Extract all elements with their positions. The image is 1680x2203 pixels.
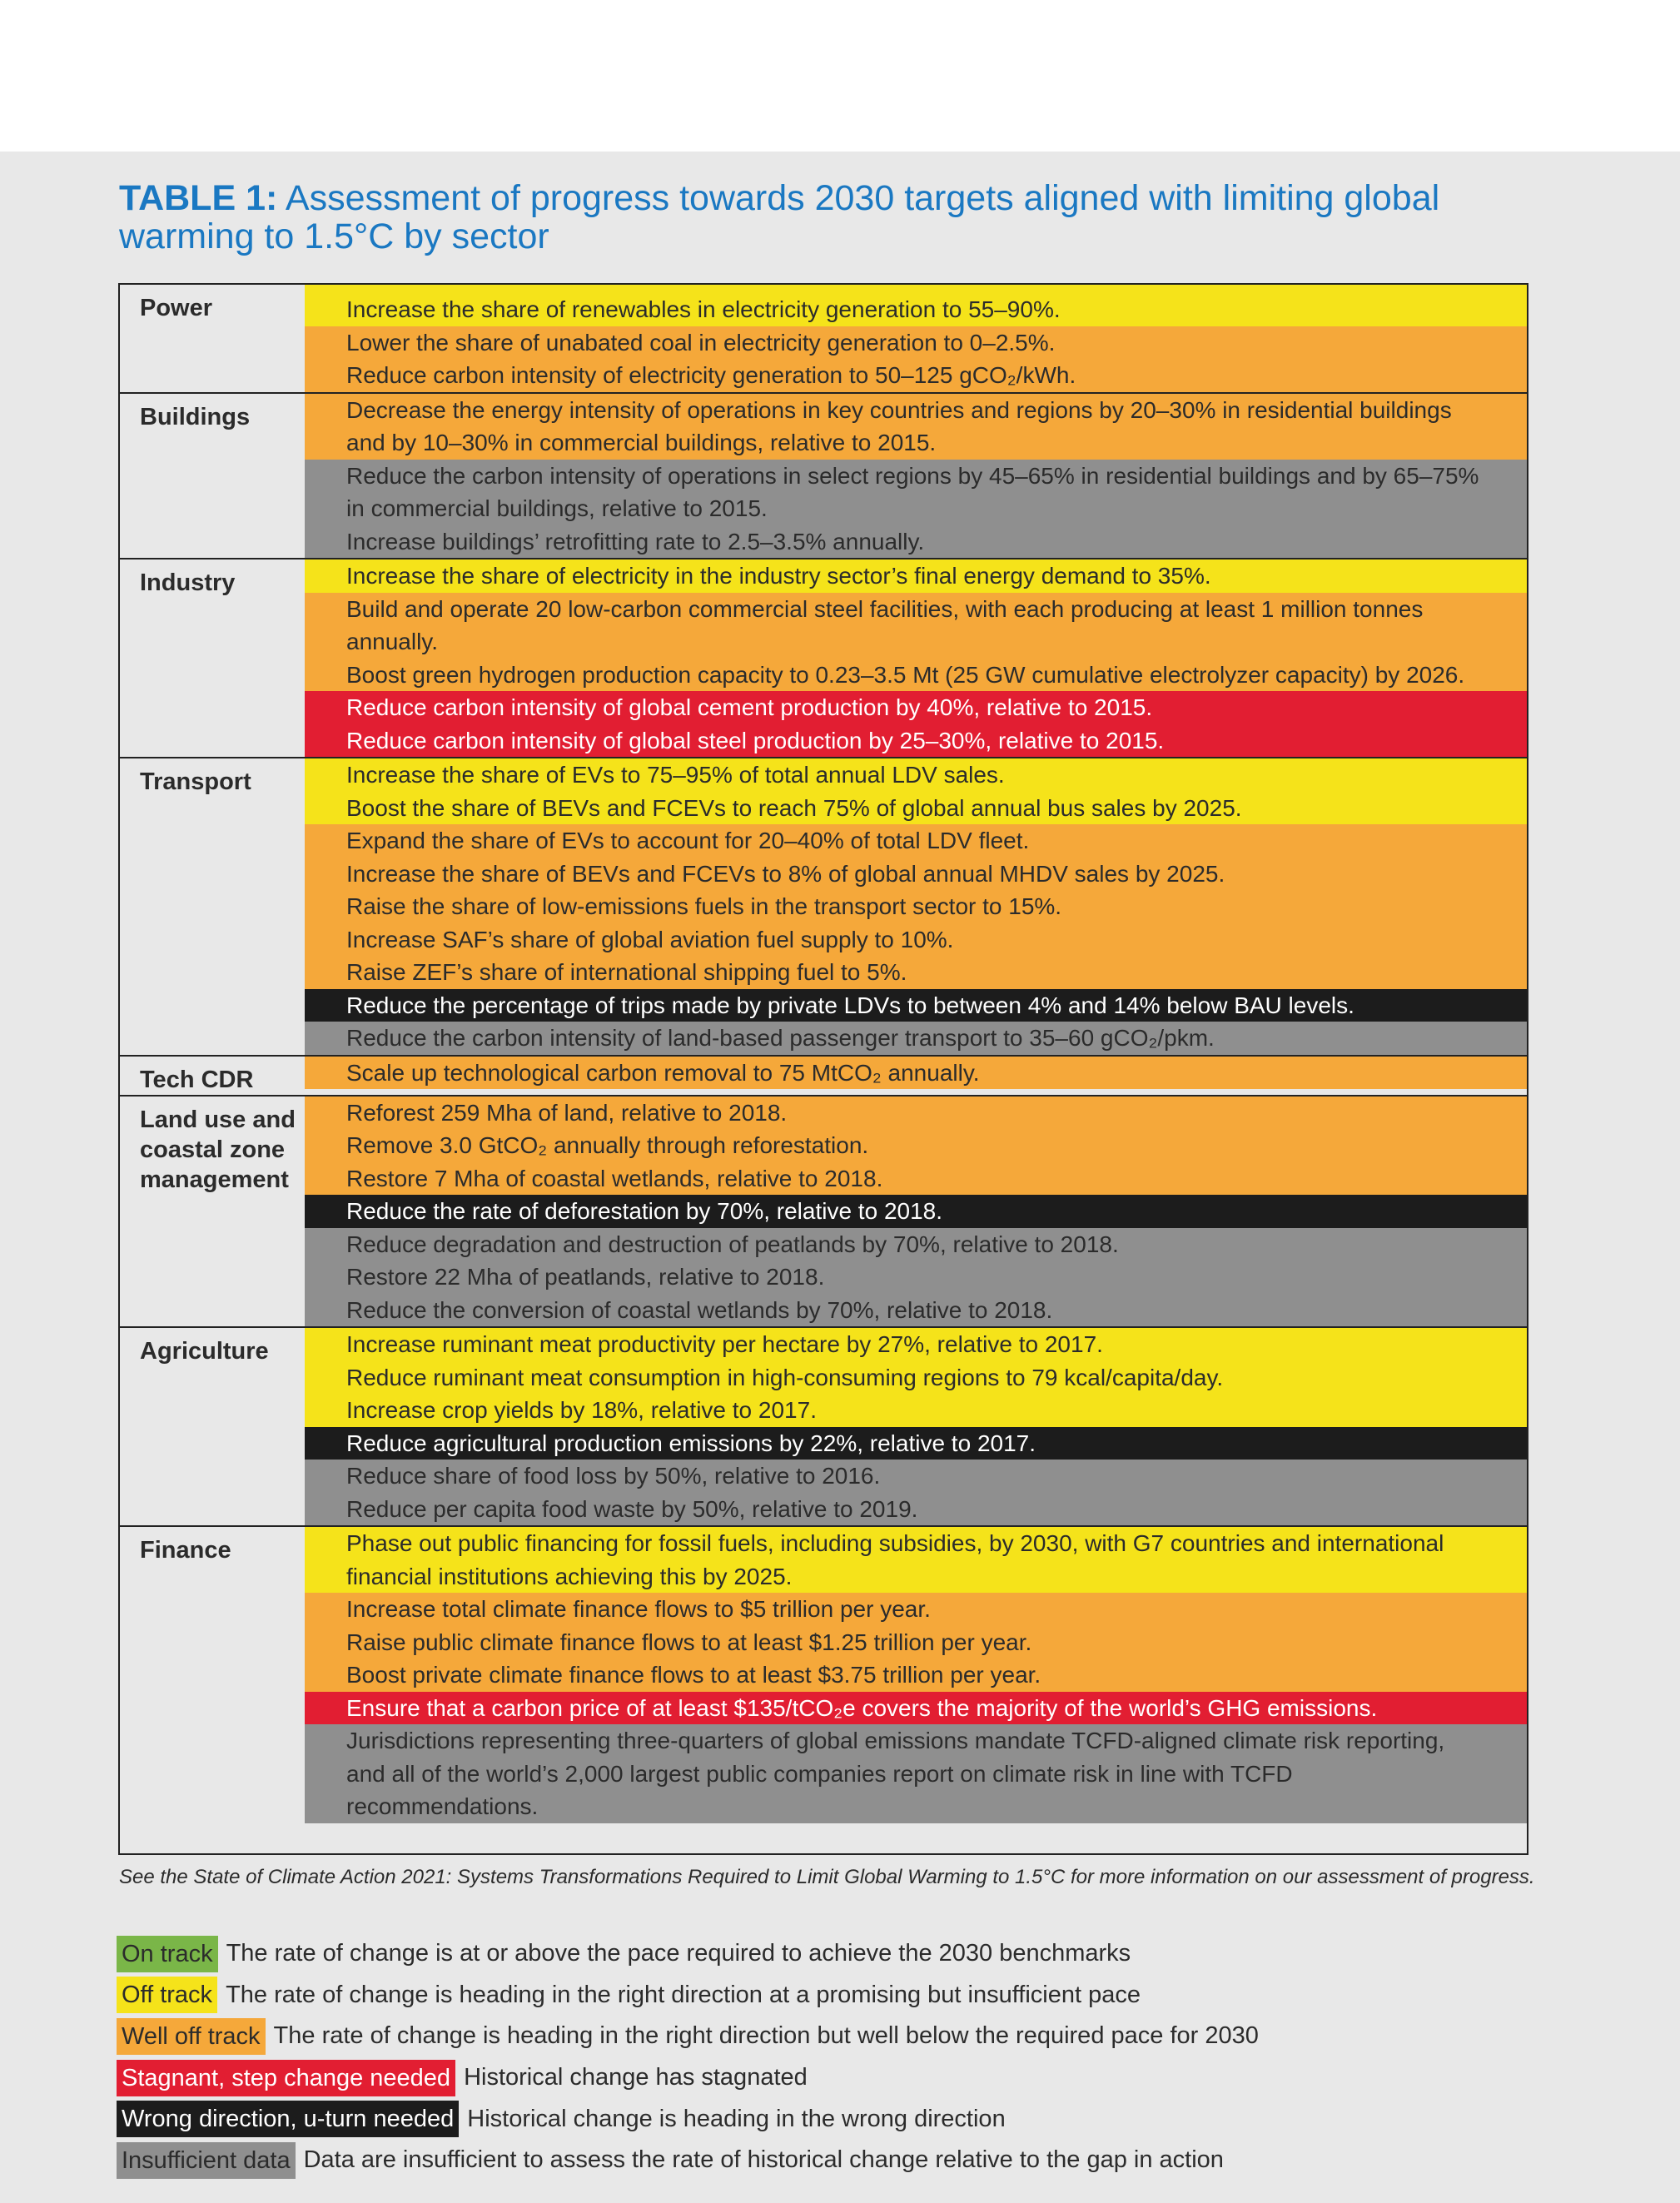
sector-targets <box>305 1328 1527 1525</box>
target-item: Increase buildings’ retrofitting rate to 2.5–3.5% annually. <box>305 525 1527 559</box>
legend-description: Data are insufficient to assess the rate of historical change relative to the gap in action <box>303 2146 1224 2174</box>
legend-swatch-label: Off track <box>117 1977 217 2013</box>
target-item: Ensure that a carbon price of at least $135/tCO₂e covers the majority of the world’s GHG emissions. <box>305 1692 1527 1725</box>
sector-targets <box>305 1097 1527 1327</box>
target-item: Phase out public financing for fossil fuels, including subsidies, by 2030, with G7 countries and international financial institutions achieving this by 2025. <box>305 1527 1527 1593</box>
sector-row <box>120 1527 1527 1823</box>
target-item: Reduce the carbon intensity of operations in select regions by 45–65% in residential buildings and by 65–75% in commercial buildings, relative to 2015. <box>305 460 1527 525</box>
legend-swatch-label: Stagnant, step change needed <box>117 2060 455 2096</box>
sector-label: Buildings <box>120 394 305 559</box>
target-item: Increase SAF’s share of global aviation fuel supply to 10%. <box>305 923 1527 957</box>
target-item: Restore 22 Mha of peatlands, relative to 2018. <box>305 1261 1527 1294</box>
sector-targets <box>305 394 1527 559</box>
target-item: Remove 3.0 GtCO₂ annually through reforestation. <box>305 1129 1527 1162</box>
target-item: Boost the share of BEVs and FCEVs to reach 75% of global annual bus sales by 2025. <box>305 792 1527 825</box>
target-item: Increase the share of renewables in electricity generation to 55–90%. <box>305 293 1527 326</box>
sector-label: Tech CDR <box>120 1057 305 1095</box>
target-item: Decrease the energy intensity of operations in key countries and regions by 20–30% in residential buildings and by 10–30% in commercial buildings, relative to 2015. <box>305 394 1527 460</box>
legend-description: The rate of change is heading in the right direction at a promising but insufficient pace <box>226 1981 1141 2008</box>
legend-description: The rate of change is heading in the right direction but well below the required pace for 2030 <box>273 2022 1259 2050</box>
target-item: Build and operate 20 low-carbon commercial steel facilities, with each producing at least 1 million tonnes annually. <box>305 593 1527 659</box>
target-item: Reduce the conversion of coastal wetlands by 70%, relative to 2018. <box>305 1294 1527 1327</box>
sector-label: Transport <box>120 758 305 1055</box>
target-item: Raise the share of low-emissions fuels in the transport sector to 15%. <box>305 890 1527 923</box>
target-item: Jurisdictions representing three-quarters of global emissions mandate TCFD-aligned climate risk reporting, and all of the world’s 2,000 largest public companies report on climate risk in line with TCFD recommendations. <box>305 1724 1527 1823</box>
sector-label: Agriculture <box>120 1328 305 1525</box>
target-item: Reduce carbon intensity of electricity generation to 50–125 gCO₂/kWh. <box>305 359 1527 392</box>
target-item: Reduce ruminant meat consumption in high-consuming regions to 79 kcal/capita/day. <box>305 1361 1527 1395</box>
legend-description: Historical change is heading in the wrong direction <box>467 2105 1006 2132</box>
target-item: Expand the share of EVs to account for 20–40% of total LDV fleet. <box>305 824 1527 858</box>
sector-row <box>120 285 1527 394</box>
target-item: Reduce degradation and destruction of peatlands by 70%, relative to 2018. <box>305 1228 1527 1261</box>
target-item: Reduce the carbon intensity of land-based passenger transport to 35–60 gCO₂/pkm. <box>305 1022 1527 1055</box>
target-item: Reduce carbon intensity of global cement production by 40%, relative to 2015. <box>305 691 1527 724</box>
legend-row <box>117 2057 1615 2099</box>
target-item: Boost green hydrogen production capacity to 0.23–3.5 Mt (25 GW cumulative electrolyzer capacity) by 2026. <box>305 659 1527 692</box>
target-item: Increase total climate finance flows to $5 trillion per year. <box>305 1593 1527 1626</box>
sector-targets <box>305 285 1527 392</box>
target-item: Reduce share of food loss by 50%, relative to 2016. <box>305 1460 1527 1493</box>
sector-label: Land use and coastal zone management <box>120 1097 305 1327</box>
target-item: Raise public climate finance flows to at least $1.25 trillion per year. <box>305 1626 1527 1659</box>
target-item: Increase crop yields by 18%, relative to 2017. <box>305 1394 1527 1427</box>
table-note: See the State of Climate Action 2021: Systems Transformations Required to Limit Global Warming to 1.5°C for more information on our assessment of progress. <box>119 1866 1535 1888</box>
target-item: Reduce carbon intensity of global steel production by 25–30%, relative to 2015. <box>305 724 1527 758</box>
target-item: Lower the share of unabated coal in electricity generation to 0–2.5%. <box>305 326 1527 360</box>
sector-row <box>120 1328 1527 1527</box>
target-item: Boost private climate finance flows to at least $3.75 trillion per year. <box>305 1658 1527 1692</box>
status-legend <box>117 1933 1615 2181</box>
progress-table <box>118 283 1528 1855</box>
legend-row <box>117 1975 1615 2017</box>
target-item: Reduce agricultural production emissions by 22%, relative to 2017. <box>305 1427 1527 1460</box>
sector-targets <box>305 1057 1527 1095</box>
legend-row <box>117 2140 1615 2181</box>
sector-label: Power <box>120 285 305 392</box>
legend-row <box>117 2098 1615 2140</box>
sector-targets <box>305 559 1527 757</box>
target-item: Increase ruminant meat productivity per hectare by 27%, relative to 2017. <box>305 1328 1527 1361</box>
sector-row <box>120 1097 1527 1329</box>
sector-row <box>120 1057 1527 1097</box>
legend-row <box>117 1933 1615 1975</box>
table-title <box>119 179 1551 256</box>
target-item: Raise ZEF’s share of international shipping fuel to 5%. <box>305 956 1527 989</box>
target-item: Restore 7 Mha of coastal wetlands, relative to 2018. <box>305 1162 1527 1196</box>
sector-row <box>120 559 1527 758</box>
sector-targets <box>305 1527 1527 1823</box>
table-title-text: Assessment of progress towards 2030 targets aligned with limiting global warming to 1.5°C by sector <box>119 178 1440 256</box>
table-number: TABLE 1: <box>119 178 278 218</box>
sector-targets <box>305 758 1527 1055</box>
target-item: Reforest 259 Mha of land, relative to 2018. <box>305 1097 1527 1130</box>
legend-swatch-label: Wrong direction, u-turn needed <box>117 2101 459 2137</box>
target-item: Reduce the percentage of trips made by private LDVs to between 4% and 14% below BAU levels. <box>305 989 1527 1022</box>
legend-swatch-label: Insufficient data <box>117 2142 296 2179</box>
target-item: Increase the share of EVs to 75–95% of total annual LDV sales. <box>305 758 1527 792</box>
legend-description: Historical change has stagnated <box>464 2064 808 2091</box>
target-item: Increase the share of BEVs and FCEVs to 8% of global annual MHDV sales by 2025. <box>305 858 1527 891</box>
legend-row <box>117 2016 1615 2057</box>
target-item: Scale up technological carbon removal to 75 MtCO₂ annually. <box>305 1057 1527 1090</box>
target-item: Reduce the rate of deforestation by 70%, relative to 2018. <box>305 1195 1527 1228</box>
legend-swatch-label: Well off track <box>117 2018 266 2055</box>
sector-label: Finance <box>120 1527 305 1823</box>
target-item: Reduce per capita food waste by 50%, relative to 2019. <box>305 1493 1527 1526</box>
legend-description: The rate of change is at or above the pace required to achieve the 2030 benchmarks <box>226 1940 1131 1967</box>
sector-row <box>120 394 1527 560</box>
target-item: Increase the share of electricity in the industry sector’s final energy demand to 35%. <box>305 559 1527 593</box>
sector-row <box>120 758 1527 1057</box>
sector-label: Industry <box>120 559 305 757</box>
legend-swatch-label: On track <box>117 1936 218 1972</box>
